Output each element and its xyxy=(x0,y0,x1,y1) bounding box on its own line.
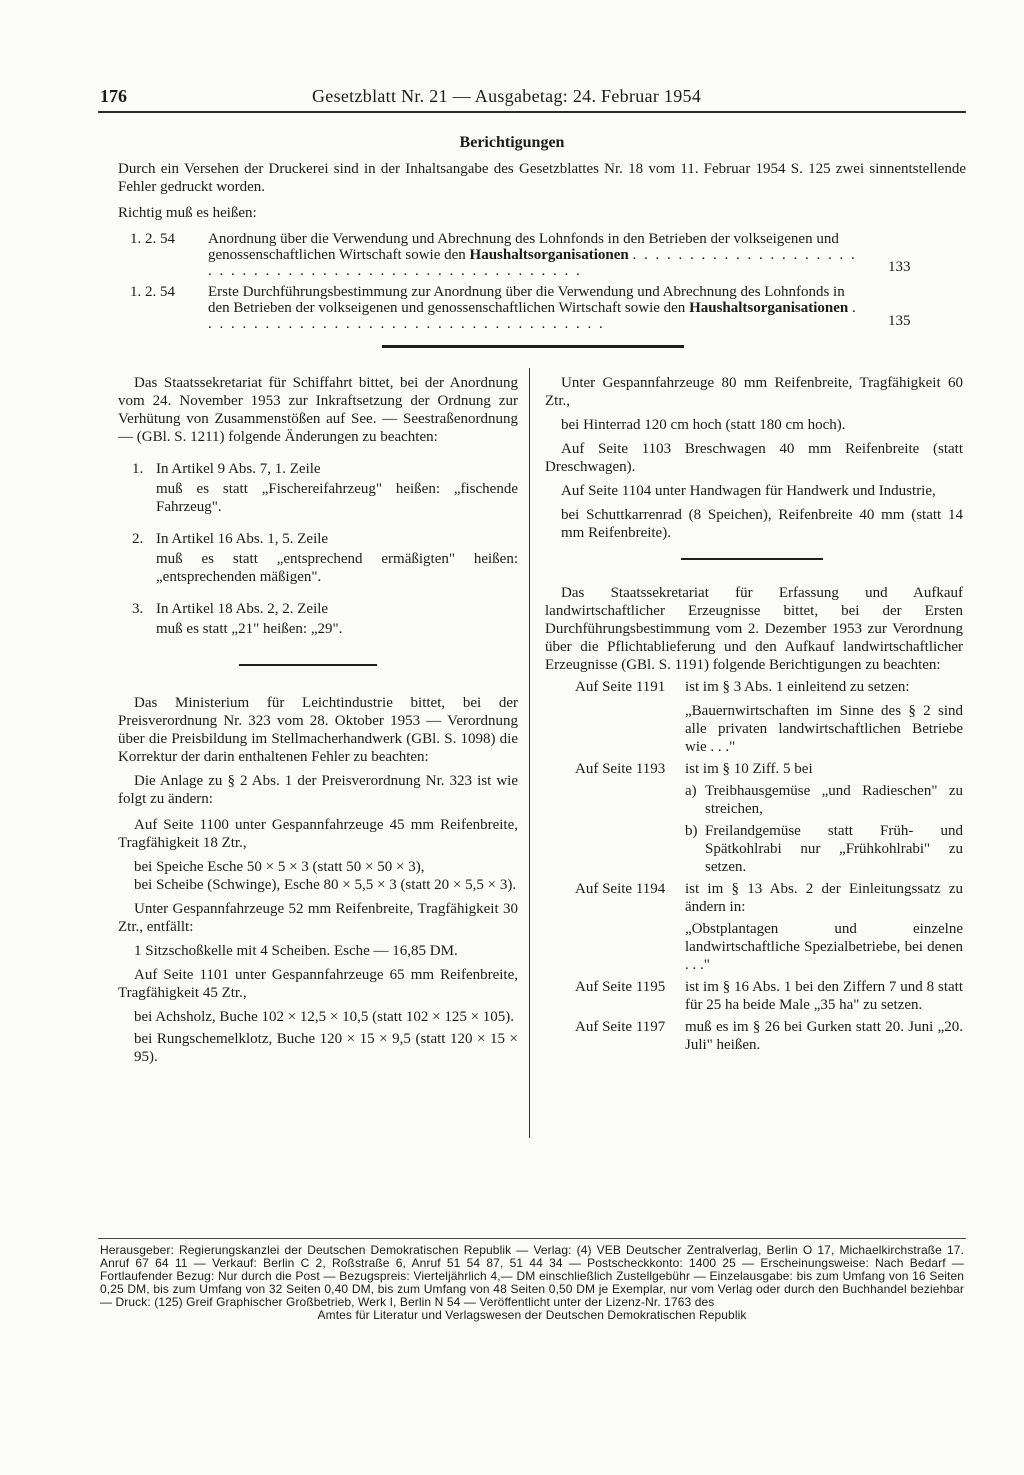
gespann-52-text: Unter Gespannfahrzeuge 52 mm Reifenbreite, Tragfähigkeit 30 Ztr., entfällt: xyxy=(118,901,518,935)
entry-page: 135 xyxy=(888,313,911,329)
schuttkarrenrad-text: bei Schuttkarrenrad (8 Speichen), Reifenbreite 40 mm (statt 14 mm Reifenbreite). xyxy=(561,507,963,541)
alpha-letter: a) xyxy=(685,783,697,799)
schiffahrt-intro: Das Staatssekretariat für Schiffahrt bittet, bei der Anordnung vom 24. November 1953 zur Inkraftsetzung der Ordnung zur Verhütung von Zusammenstößen auf See. — Seestraßenordnung — (GBl. S. 1211) folgende Änderungen zu beachten: xyxy=(118,375,518,445)
entry-page: 133 xyxy=(888,259,911,275)
section-rule xyxy=(239,664,377,666)
entry-date: 1. 2. 54 xyxy=(130,284,175,300)
amendment-page: Auf Seite 1197 xyxy=(575,1019,666,1035)
hinterrad-text: bei Hinterrad 120 cm hoch (statt 180 cm hoch). xyxy=(561,417,846,433)
seite-1104-text: Auf Seite 1104 unter Handwagen für Handwerk und Industrie, xyxy=(561,483,936,499)
amendment-text: ist im § 16 Abs. 1 bei den Ziffern 7 und 8 statt für 25 ha beide Male „35 ha" zu setzen. xyxy=(685,979,963,1013)
item-number: 1. xyxy=(132,461,144,477)
amendment-row xyxy=(545,1018,963,1054)
page-number: 176 xyxy=(100,86,127,106)
entry-title-bold: Haushaltsorganisationen xyxy=(469,247,629,263)
entry-title: Anordnung über die Verwendung und Abrechnung des Lohnfonds in den Betrieben der volkseigenen und genossenschaftlichen Wirtschaft sowie den xyxy=(208,231,839,263)
amendment-quote: „Obstplantagen und einzelne landwirtschaftliche Spezialbetriebe, bei denen . . ." xyxy=(685,921,963,973)
anlage-text: Die Anlage zu § 2 Abs. 1 der Preisverordnung Nr. 323 ist wie folgt zu ändern: xyxy=(118,773,518,807)
corrections-richtig: Richtig muß es heißen: xyxy=(118,205,257,221)
amendment-page: Auf Seite 1194 xyxy=(575,881,666,897)
gespann-80-text: Unter Gespannfahrzeuge 80 mm Reifenbreite, Tragfähigkeit 60 Ztr., xyxy=(545,375,963,409)
amendment-quote: „Bauernwirtschaften im Sinne des § 2 sind alle privaten landwirtschaftlichen Betriebe wie . . ." xyxy=(685,703,963,755)
alpha-text: Freilandgemüse statt Früh- und Spätkohlrabi nur „Frühkohlrabi" zu setzen. xyxy=(705,823,963,875)
seite-1101-text: Auf Seite 1101 unter Gespannfahrzeuge 65 mm Reifenbreite, Tragfähigkeit 45 Ztr., xyxy=(118,967,518,1001)
item-line: In Artikel 16 Abs. 1, 5. Zeile xyxy=(156,531,329,547)
footer-rule xyxy=(98,1238,966,1239)
imprint-last-line: Amtes für Literatur und Verlagswesen der Deutschen Demokratischen Republik xyxy=(317,1308,747,1322)
amendment-row xyxy=(545,760,963,876)
amendment-page: Auf Seite 1191 xyxy=(575,679,666,695)
list-item xyxy=(118,460,518,516)
amendment-page: Auf Seite 1193 xyxy=(575,761,666,777)
entry-text: Erste Durchführungsbestimmung zur Anordnung über die Verwendung und Abrechnung des Lohnfonds in den Betrieben der volkseigenen und genossenschaftlichen Wirtschaft sowie den Haushaltsorganisationen . . . . . . . . . . . . . . . . . . . . . . . . . . . . . . . . . . . . xyxy=(208,284,858,332)
amendment-text: ist im § 13 Abs. 2 der Einleitungssatz zu ändern in: xyxy=(685,881,963,915)
entry-date: 1. 2. 54 xyxy=(130,231,175,247)
entry-title-bold: Haushaltsorganisationen xyxy=(689,300,849,316)
item-number: 3. xyxy=(132,601,144,617)
speiche-text: bei Speiche Esche 50 × 5 × 3 (statt 50 × 50 × 3), xyxy=(134,859,425,875)
left-column xyxy=(118,374,518,1066)
amendment-text: ist im § 10 Ziff. 5 bei xyxy=(685,761,813,777)
amendment-row xyxy=(545,978,963,1014)
item-line: In Artikel 9 Abs. 7, 1. Zeile xyxy=(156,461,321,477)
column-divider xyxy=(529,368,530,1138)
amendment-row xyxy=(545,880,963,974)
seite-1100-text: Auf Seite 1100 unter Gespannfahrzeuge 45 mm Reifenbreite, Tragfähigkeit 18 Ztr., xyxy=(118,817,518,851)
running-head: Gesetzblatt Nr. 21 — Ausgabetag: 24. Februar 1954 xyxy=(312,86,702,106)
item-line: muß es statt „21" heißen: „29". xyxy=(156,621,343,637)
scheibe-text: bei Scheibe (Schwinge), Esche 80 × 5,5 × 3 (statt 20 × 5,5 × 3). xyxy=(134,877,517,893)
corrections-intro: Durch ein Versehen der Druckerei sind in der Inhaltsangabe des Gesetzblattes Nr. 18 vom 11. Februar 1954 S. 125 zwei sinnentstellende Fehler gedruckt worden. xyxy=(118,161,966,195)
item-line: muß es statt „Fischereifahrzeug" heißen: „fischende Fahrzeug". xyxy=(156,481,518,515)
alpha-item xyxy=(685,822,963,876)
alpha-item xyxy=(685,782,963,818)
alpha-text: Treibhausgemüse „und Radieschen" zu streichen, xyxy=(705,783,963,817)
list-item xyxy=(118,600,518,638)
sitzschosskelle-text: 1 Sitzschoßkelle mit 4 Scheiben. Esche — 16,85 DM. xyxy=(134,943,458,959)
amendment-text: muß es im § 26 bei Gurken statt 20. Juni „20. Juli" heißen. xyxy=(685,1019,963,1053)
amendment-text: ist im § 3 Abs. 1 einleitend zu setzen: xyxy=(685,679,910,695)
achsholz-text: bei Achsholz, Buche 102 × 12,5 × 10,5 (statt 102 × 125 × 105). xyxy=(134,1009,515,1025)
item-number: 2. xyxy=(132,531,144,547)
seite-1103-text: Auf Seite 1103 Breschwagen 40 mm Reifenbreite (statt Dreschwagen). xyxy=(545,441,963,475)
amendment-row xyxy=(545,678,963,756)
right-column xyxy=(545,374,963,1054)
entry-text: Anordnung über die Verwendung und Abrechnung des Lohnfonds in den Betrieben der volkseigenen und genossenschaftlichen Wirtschaft sowie den Haushaltsorganisationen . . . . . . . . . . . . . . . . . . . . . . . . . . . . . . . . . . . . . . . . . . . . . . . . . . . . . xyxy=(208,231,857,279)
imprint xyxy=(100,1244,964,1322)
leichtindustrie-intro: Das Ministerium für Leichtindustrie bittet, bei der Preisverordnung Nr. 323 vom 28. Oktober 1953 — Verordnung über die Preisbildung im Stellmacherhandwerk (GBl. S. 1098) die Korrektur der darin enthaltenen Fehler zu beachten: xyxy=(118,695,518,765)
list-item xyxy=(118,530,518,586)
rungschemel-text: bei Rungschemelklotz, Buche 120 × 15 × 9,5 (statt 120 × 15 × 95). xyxy=(134,1031,518,1065)
section-rule xyxy=(681,558,823,560)
item-line: muß es statt „entsprechend ermäßigten" heißen: „entsprechenden mäßigen". xyxy=(156,551,518,585)
corrections-title: Berichtigungen xyxy=(459,134,565,151)
entry-title: Erste Durchführungsbestimmung zur Anordnung über die Verwendung und Abrechnung des Lohnfonds in den Betrieben der volkseigenen und genossenschaftlichen Wirtschaft sowie den xyxy=(208,284,845,316)
item-line: In Artikel 18 Abs. 2, 2. Zeile xyxy=(156,601,329,617)
imprint-text: Herausgeber: Regierungskanzlei der Deutschen Demokratischen Republik — Verlag: (4) VEB Deutscher Zentralverlag, Berlin O 17, Michaelkirchstraße 17. Anruf 67 64 11 — Verkauf: Berlin C 2, Roßstraße 6, Anruf 51 54 87, 51 44 34 — Postscheckkonto: 1400 25 — Erscheinungsweise: Nach Bedarf — Fortlaufender Bezug: Nur durch die Post — Bezugspreis: Vierteljährlich 4,— DM einschließlich Zustellgebühr — Einzelausgabe: bis zum Umfang von 16 Seiten 0,25 DM, bis zum Umfang von 32 Seiten 0,40 DM, bis zum Umfang von 48 Seiten 0,50 DM je Exemplar, nur vom Verlag oder durch den Buchhandel beziehbar — Druck: (125) Greif Graphischer Großbetrieb, Werk I, Berlin N 54 — Veröffentlicht unter der Lizenz-Nr. 1763 des xyxy=(100,1243,964,1309)
amendment-page: Auf Seite 1195 xyxy=(575,979,666,995)
alpha-letter: b) xyxy=(685,823,698,839)
erfassung-intro: Das Staatssekretariat für Erfassung und Aufkauf landwirtschaftlicher Erzeugnisse bittet, bei der Ersten Durchführungsbestimmung vom 2. Dezember 1953 zur Verordnung über die Pflichtablieferung und den Aufkauf landwirtschaftlicher Erzeugnisse (GBl. S. 1191) folgende Berichtigungen zu beachten: xyxy=(545,585,963,673)
header-rule xyxy=(98,111,966,113)
section-rule xyxy=(382,345,684,348)
